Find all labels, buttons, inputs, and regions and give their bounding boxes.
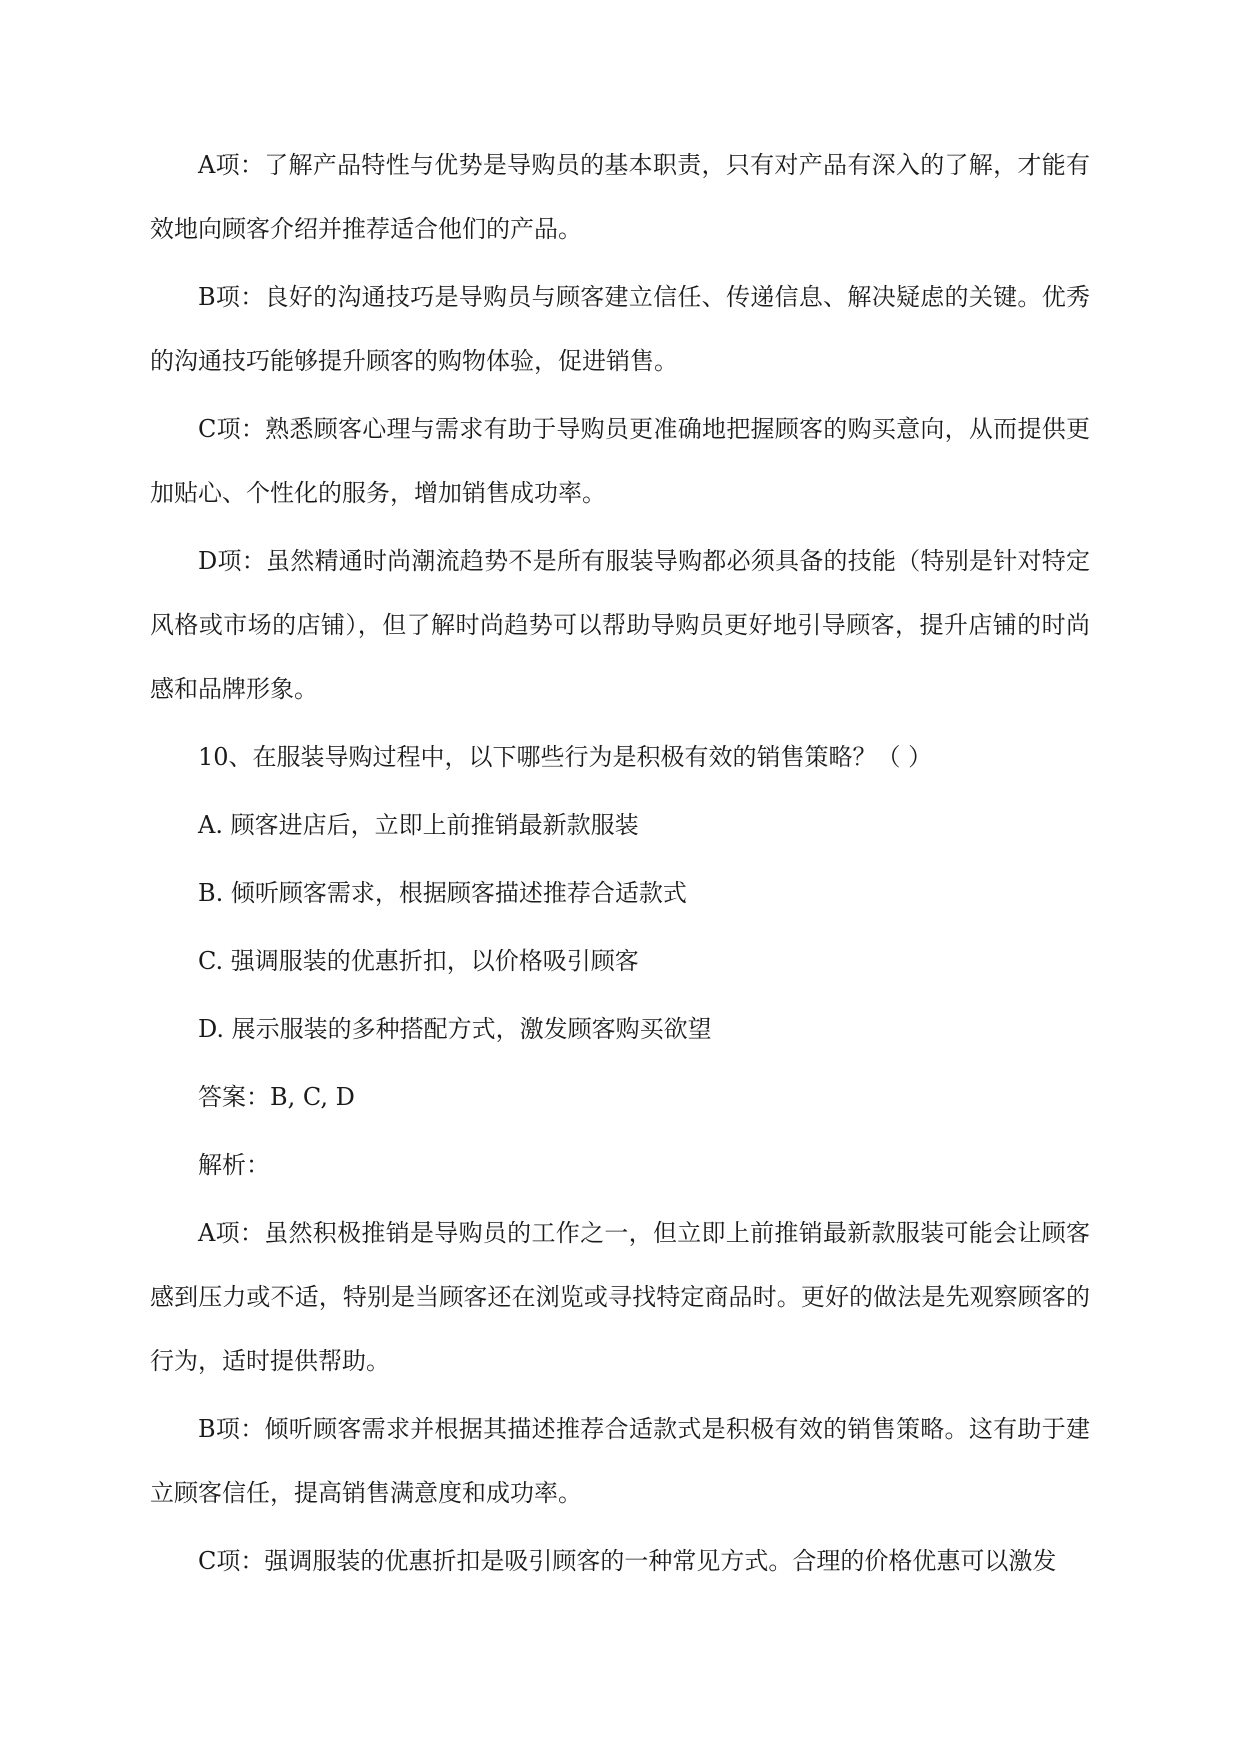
explanation-a-previous: A项：了解产品特性与优势是导购员的基本职责，只有对产品有深入的了解，才能有效地向顾客介绍并推荐适合他们的产品。 (150, 151, 1090, 243)
explanation-c-previous: C项：熟悉顾客心理与需求有助于导购员更准确地把握顾客的购买意向，从而提供更加贴心、个性化的服务，增加销售成功率。 (150, 415, 1090, 507)
option-c: C. 强调服装的优惠折扣，以价格吸引顾客 (198, 947, 639, 975)
explanation-a: A项：虽然积极推销是导购员的工作之一，但立即上前推销最新款服装可能会让顾客感到压力或不适，特别是当顾客还在浏览或寻找特定商品时。更好的做法是先观察顾客的行为，适时提供帮助。 (150, 1219, 1090, 1375)
answer-line: 答案：B, C, D (198, 1083, 355, 1111)
explanation-d-previous: D项：虽然精通时尚潮流趋势不是所有服装导购都必须具备的技能（特别是针对特定风格或市场的店铺），但了解时尚趋势可以帮助导购员更好地引导顾客，提升店铺的时尚感和品牌形象。 (150, 547, 1090, 703)
option-d: D. 展示服装的多种搭配方式，激发顾客购买欲望 (198, 1015, 712, 1043)
option-a: A. 顾客进店后，立即上前推销最新款服装 (198, 811, 639, 839)
option-b: B. 倾听顾客需求，根据顾客描述推荐合适款式 (198, 879, 687, 907)
explanation-c: C项：强调服装的优惠折扣是吸引顾客的一种常见方式。合理的价格优惠可以激发 (198, 1547, 1057, 1575)
explanation-b-previous: B项：良好的沟通技巧是导购员与顾客建立信任、传递信息、解决疑虑的关键。优秀的沟通技巧能够提升顾客的购物体验，促进销售。 (150, 283, 1090, 375)
question-10: 10、在服装导购过程中，以下哪些行为是积极有效的销售策略？（ ） (198, 743, 933, 771)
analysis-heading: 解析： (198, 1151, 270, 1179)
page-content (150, 133, 1090, 1597)
explanation-b: B项：倾听顾客需求并根据其描述推荐合适款式是积极有效的销售策略。这有助于建立顾客信任，提高销售满意度和成功率。 (150, 1415, 1090, 1507)
